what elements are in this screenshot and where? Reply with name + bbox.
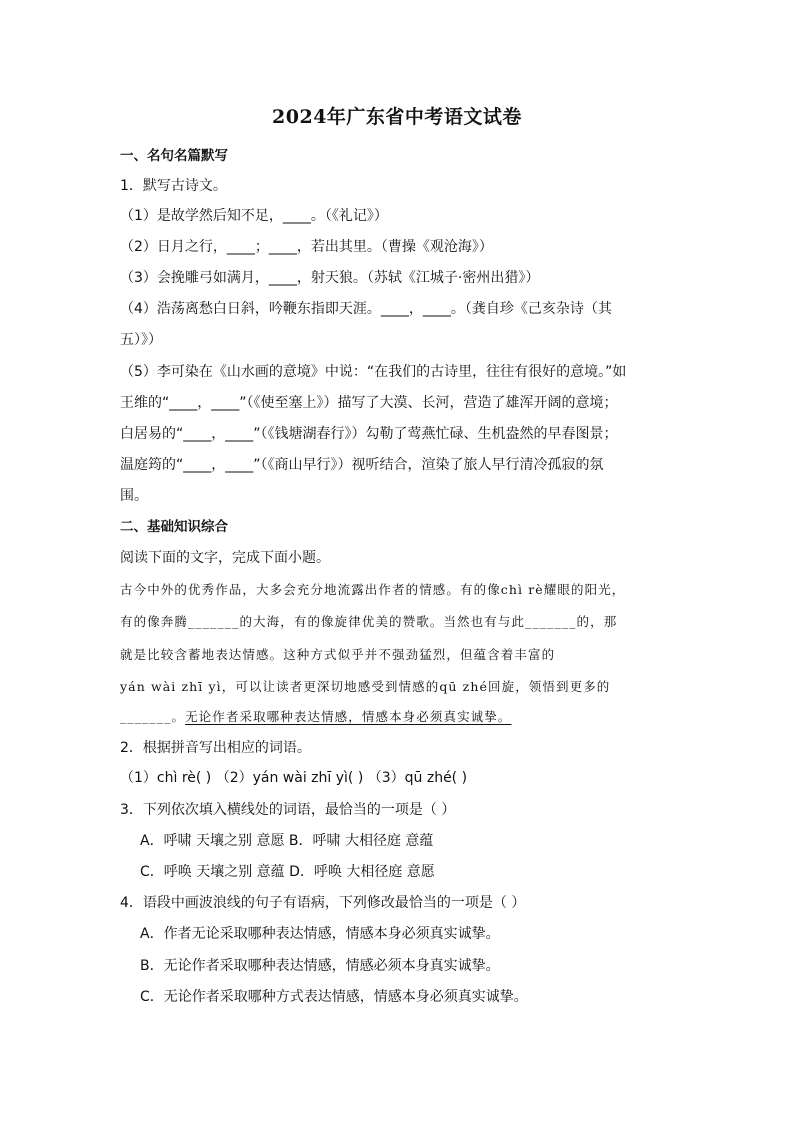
page-title: 2024年广东省中考语文试卷 <box>272 106 522 128</box>
dictation-line: 王维的“____，____”（《使至塞上》）描写了大漠、长河，营造了雄浑开阔的意境； <box>120 395 618 411</box>
passage-line: 就是比较含蓄地表达情感。这种方式似乎并不强劲猛烈，但蕴含着丰富的 <box>120 647 556 662</box>
dictation-line: （2）日月之行，____；____，若出其里。（曹操《观沧海》） <box>120 239 493 255</box>
question-stem: 2．根据拼音写出相应的词语。 <box>120 740 311 756</box>
section-heading: 二、基础知识综合 <box>120 519 228 535</box>
question-stem: 3．下列依次填入横线处的词语，最恰当的一项是（ ） <box>120 802 456 818</box>
dictation-line: 围。 <box>120 488 148 504</box>
passage-line: 古今中外的优秀作品，大多会充分地流露出作者的情感。有的像chì rè耀眼的阳光， <box>120 582 626 597</box>
dictation-line: 五）》） <box>120 332 162 348</box>
dictation-line: 温庭筠的“____，____”（《商山早行》）视听结合，渲染了旅人早行清冷孤寂的氛 <box>120 457 604 473</box>
reading-intro: 阅读下面的文字，完成下面小题。 <box>120 550 330 566</box>
option-line: A．作者无论采取哪种表达情感，情感本身必须真实诚挚。 <box>140 926 500 942</box>
passage-line <box>120 707 511 727</box>
passage-line: yán wài zhī yì，可以让读者更深切地感受到情感的qū zhé回旋，领悟到更多的 <box>120 679 611 694</box>
dictation-line: （1）是故学然后知不足，____。（《礼记》） <box>120 208 388 224</box>
answer-blank: _______。 <box>120 709 186 724</box>
option-line: C．无论作者采取哪种方式表达情感，情感本身必须真实诚挚。 <box>140 989 528 1005</box>
option-line: A．呼啸 天壤之别 意愿 B．呼啸 大相径庭 意蕴 <box>140 833 434 849</box>
pinyin-items: （1）chì rè( ) （2）yán wài zhī yì( ) （3）qū zhé( ) <box>120 770 468 786</box>
dictation-line: （3）会挽雕弓如满月，____，射天狼。（苏轼《江城子·密州出猎》） <box>120 270 540 286</box>
question-stem: 4．语段中画波浪线的句子有语病，下列修改最恰当的一项是（ ） <box>120 895 526 911</box>
option-line: B．无论作者采取哪种表达情感，情感必须本身真实诚挚。 <box>140 958 500 974</box>
dictation-line: 白居易的“____，____”（《钱塘湖春行》）勾勒了莺燕忙碌、生机盎然的早春图景； <box>120 426 618 442</box>
option-line: C．呼唤 天壤之别 意蕴 D．呼唤 大相径庭 意愿 <box>140 864 435 880</box>
section-heading: 一、名句名篇默写 <box>120 148 228 164</box>
question-stem: 1．默写古诗文。 <box>120 178 227 194</box>
dictation-line: （5）李可染在《山水画的意境》中说：“在我们的古诗里，往往有很好的意境。”如 <box>120 364 627 380</box>
passage-line: 有的像奔腾_______的大海，有的像旋律优美的赞歌。当然也有与此_______的，那 <box>120 614 618 629</box>
wavy-underlined-sentence: 无论作者采取哪种表达情感，情感本身必须真实诚挚。 <box>185 709 512 724</box>
dictation-line: （4）浩荡离愁白日斜，吟鞭东指即天涯。____，____。（龚自珍《己亥杂诗（其 <box>120 301 612 317</box>
